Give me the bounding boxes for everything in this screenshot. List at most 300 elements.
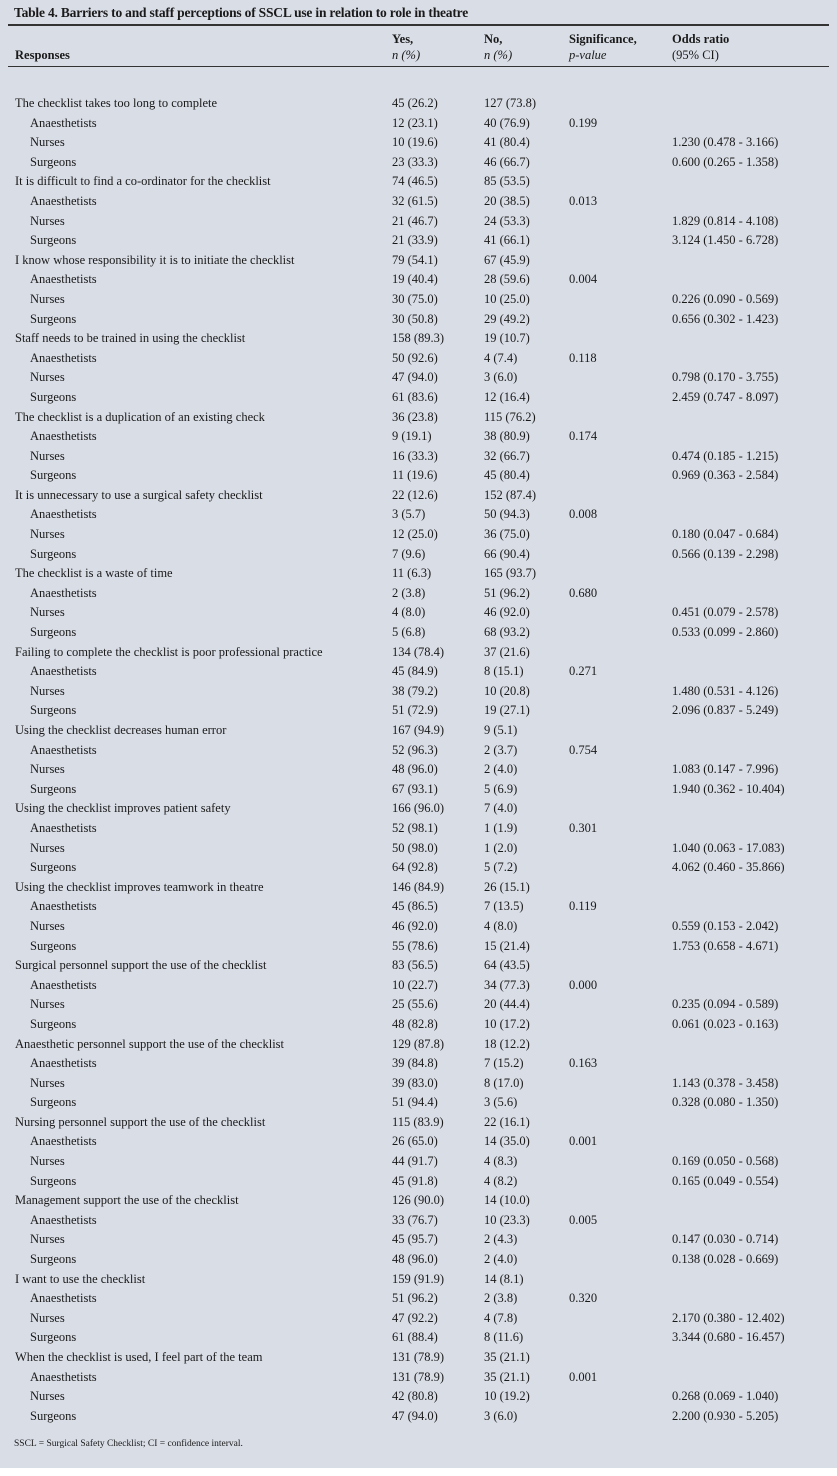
no-cell: 26 (15.1) bbox=[484, 879, 530, 894]
odds-ratio-cell: 0.566 (0.139 - 2.298) bbox=[672, 546, 779, 561]
yes-cell: 38 (79.2) bbox=[392, 683, 438, 698]
yes-cell: 11 (6.3) bbox=[392, 566, 432, 581]
role-label: Anaesthetists bbox=[30, 115, 97, 130]
role-label: Anaesthetists bbox=[30, 429, 97, 444]
role-label: Surgeons bbox=[30, 1330, 77, 1345]
table-row-role bbox=[0, 1328, 837, 1348]
header-rule bbox=[8, 66, 829, 67]
role-label: Surgeons bbox=[30, 938, 77, 953]
yes-cell: 61 (83.6) bbox=[392, 389, 438, 404]
role-label: Anaesthetists bbox=[30, 977, 97, 992]
odds-ratio-cell: 0.138 (0.028 - 0.669) bbox=[672, 1252, 779, 1267]
no-cell: 4 (8.3) bbox=[484, 1154, 518, 1169]
p-value-cell: 0.174 bbox=[569, 429, 598, 444]
role-label: Nurses bbox=[30, 997, 65, 1012]
header-significance: Significance, p-value bbox=[569, 32, 637, 62]
no-cell: 45 (80.4) bbox=[484, 468, 530, 483]
no-cell: 7 (15.2) bbox=[484, 1056, 524, 1071]
p-value-cell: 0.754 bbox=[569, 742, 598, 757]
yes-cell: 50 (98.0) bbox=[392, 840, 438, 855]
no-cell: 2 (4.0) bbox=[484, 1252, 518, 1267]
table-row-role bbox=[0, 995, 837, 1015]
role-label: Surgeons bbox=[30, 233, 77, 248]
question-label: I know whose responsibility it is to initiate the checklist bbox=[15, 252, 295, 267]
no-cell: 85 (53.5) bbox=[484, 174, 530, 189]
table-title: Table 4. Barriers to and staff perceptions of SSCL use in relation to role in theatre bbox=[14, 5, 468, 20]
role-label: Anaesthetists bbox=[30, 1212, 97, 1227]
odds-ratio-cell: 0.147 (0.030 - 0.714) bbox=[672, 1232, 779, 1247]
yes-cell: 23 (33.3) bbox=[392, 154, 438, 169]
table-row-role bbox=[0, 741, 837, 761]
no-cell: 10 (23.3) bbox=[484, 1212, 530, 1227]
yes-cell: 50 (92.6) bbox=[392, 350, 438, 365]
table-row-role bbox=[0, 1074, 837, 1094]
yes-cell: 146 (84.9) bbox=[392, 879, 445, 894]
yes-cell: 30 (50.8) bbox=[392, 311, 438, 326]
table-row-question bbox=[0, 251, 837, 271]
odds-ratio-cell: 2.096 (0.837 - 5.249) bbox=[672, 703, 779, 718]
no-cell: 15 (21.4) bbox=[484, 938, 530, 953]
table-row-role bbox=[0, 212, 837, 232]
odds-ratio-cell: 1.230 (0.478 - 3.166) bbox=[672, 135, 779, 150]
odds-ratio-cell: 1.940 (0.362 - 10.404) bbox=[672, 781, 785, 796]
role-label: Anaesthetists bbox=[30, 193, 97, 208]
odds-ratio-cell: 0.559 (0.153 - 2.042) bbox=[672, 918, 779, 933]
no-cell: 66 (90.4) bbox=[484, 546, 530, 561]
role-label: Anaesthetists bbox=[30, 272, 97, 287]
table-row-role bbox=[0, 368, 837, 388]
yes-cell: 51 (94.4) bbox=[392, 1095, 438, 1110]
yes-cell: 47 (94.0) bbox=[392, 1408, 438, 1423]
yes-cell: 48 (96.0) bbox=[392, 1252, 438, 1267]
no-cell: 2 (4.0) bbox=[484, 762, 518, 777]
odds-ratio-cell: 1.480 (0.531 - 4.126) bbox=[672, 683, 779, 698]
no-cell: 10 (20.8) bbox=[484, 683, 530, 698]
role-label: Surgeons bbox=[30, 1252, 77, 1267]
no-cell: 41 (80.4) bbox=[484, 135, 530, 150]
role-label: Nurses bbox=[30, 370, 65, 385]
yes-cell: 39 (84.8) bbox=[392, 1056, 438, 1071]
no-cell: 115 (76.2) bbox=[484, 409, 536, 424]
p-value-cell: 0.013 bbox=[569, 193, 598, 208]
role-label: Nurses bbox=[30, 1389, 65, 1404]
yes-cell: 7 (9.6) bbox=[392, 546, 426, 561]
yes-cell: 51 (96.2) bbox=[392, 1291, 438, 1306]
header-odds-ratio: Odds ratio (95% CI) bbox=[672, 32, 730, 62]
p-value-cell: 0.163 bbox=[569, 1056, 598, 1071]
yes-cell: 16 (33.3) bbox=[392, 448, 438, 463]
no-cell: 28 (59.6) bbox=[484, 272, 530, 287]
table-row-role bbox=[0, 1211, 837, 1231]
p-value-cell: 0.001 bbox=[569, 1134, 598, 1149]
no-cell: 67 (45.9) bbox=[484, 252, 530, 267]
role-label: Anaesthetists bbox=[30, 1056, 97, 1071]
table-row-role bbox=[0, 1368, 837, 1388]
no-cell: 64 (43.5) bbox=[484, 958, 530, 973]
footnote: SSCL = Surgical Safety Checklist; CI = confidence interval. bbox=[14, 1439, 243, 1449]
table-row-question bbox=[0, 1348, 837, 1368]
yes-cell: 45 (91.8) bbox=[392, 1173, 438, 1188]
odds-ratio-cell: 0.656 (0.302 - 1.423) bbox=[672, 311, 779, 326]
table-row-question bbox=[0, 643, 837, 663]
no-cell: 5 (6.9) bbox=[484, 781, 518, 796]
no-cell: 37 (21.6) bbox=[484, 644, 530, 659]
odds-ratio-cell: 2.459 (0.747 - 8.097) bbox=[672, 389, 779, 404]
role-label: Surgeons bbox=[30, 625, 77, 640]
yes-cell: 126 (90.0) bbox=[392, 1193, 445, 1208]
question-label: Using the checklist improves teamwork in theatre bbox=[15, 879, 264, 894]
yes-cell: 158 (89.3) bbox=[392, 331, 445, 346]
role-label: Anaesthetists bbox=[30, 1134, 97, 1149]
no-cell: 10 (19.2) bbox=[484, 1389, 530, 1404]
odds-ratio-cell: 3.344 (0.680 - 16.457) bbox=[672, 1330, 785, 1345]
yes-cell: 39 (83.0) bbox=[392, 1075, 438, 1090]
yes-cell: 10 (19.6) bbox=[392, 135, 438, 150]
no-cell: 20 (44.4) bbox=[484, 997, 530, 1012]
table-row-role bbox=[0, 1093, 837, 1113]
no-cell: 22 (16.1) bbox=[484, 1114, 530, 1129]
role-label: Nurses bbox=[30, 448, 65, 463]
role-label: Surgeons bbox=[30, 703, 77, 718]
table-row-role bbox=[0, 780, 837, 800]
p-value-cell: 0.320 bbox=[569, 1291, 598, 1306]
p-value-cell: 0.680 bbox=[569, 585, 598, 600]
table-row-role bbox=[0, 1152, 837, 1172]
yes-cell: 131 (78.9) bbox=[392, 1369, 445, 1384]
no-cell: 8 (15.1) bbox=[484, 664, 524, 679]
table-row-role bbox=[0, 133, 837, 153]
yes-cell: 52 (96.3) bbox=[392, 742, 438, 757]
role-label: Nurses bbox=[30, 1310, 65, 1325]
p-value-cell: 0.118 bbox=[569, 350, 597, 365]
odds-ratio-cell: 0.169 (0.050 - 0.568) bbox=[672, 1154, 779, 1169]
role-label: Nurses bbox=[30, 213, 65, 228]
yes-cell: 42 (80.8) bbox=[392, 1389, 438, 1404]
role-label: Nurses bbox=[30, 135, 65, 150]
yes-cell: 52 (98.1) bbox=[392, 820, 438, 835]
role-label: Surgeons bbox=[30, 154, 77, 169]
odds-ratio-cell: 0.268 (0.069 - 1.040) bbox=[672, 1389, 779, 1404]
p-value-cell: 0.004 bbox=[569, 272, 598, 287]
header-no: No, n (%) bbox=[484, 32, 513, 62]
table-row-role bbox=[0, 623, 837, 643]
no-cell: 4 (8.0) bbox=[484, 918, 518, 933]
table-row-role bbox=[0, 1289, 837, 1309]
table-row-role bbox=[0, 839, 837, 859]
yes-cell: 47 (94.0) bbox=[392, 370, 438, 385]
yes-cell: 12 (25.0) bbox=[392, 527, 438, 542]
role-label: Anaesthetists bbox=[30, 664, 97, 679]
yes-cell: 32 (61.5) bbox=[392, 193, 438, 208]
table-row-role bbox=[0, 388, 837, 408]
odds-ratio-cell: 2.200 (0.930 - 5.205) bbox=[672, 1408, 779, 1423]
role-label: Nurses bbox=[30, 605, 65, 620]
no-cell: 7 (13.5) bbox=[484, 899, 524, 914]
odds-ratio-cell: 0.533 (0.099 - 2.860) bbox=[672, 625, 779, 640]
p-value-cell: 0.001 bbox=[569, 1369, 598, 1384]
table-row-role bbox=[0, 427, 837, 447]
no-cell: 1 (2.0) bbox=[484, 840, 518, 855]
yes-cell: 11 (19.6) bbox=[392, 468, 438, 483]
table-row-role bbox=[0, 290, 837, 310]
yes-cell: 115 (83.9) bbox=[392, 1114, 444, 1129]
table-row-role bbox=[0, 525, 837, 545]
no-cell: 165 (93.7) bbox=[484, 566, 537, 581]
odds-ratio-cell: 0.600 (0.265 - 1.358) bbox=[672, 154, 779, 169]
p-value-cell: 0.005 bbox=[569, 1212, 598, 1227]
question-label: The checklist is a duplication of an existing check bbox=[15, 409, 265, 424]
no-cell: 14 (8.1) bbox=[484, 1271, 524, 1286]
no-cell: 8 (11.6) bbox=[484, 1330, 524, 1345]
yes-cell: 45 (84.9) bbox=[392, 664, 438, 679]
role-label: Anaesthetists bbox=[30, 742, 97, 757]
question-label: Using the checklist improves patient safety bbox=[15, 801, 231, 816]
table-row-role bbox=[0, 760, 837, 780]
no-cell: 2 (3.7) bbox=[484, 742, 518, 757]
odds-ratio-cell: 1.143 (0.378 - 3.458) bbox=[672, 1075, 779, 1090]
yes-cell: 129 (87.8) bbox=[392, 1036, 445, 1051]
no-cell: 38 (80.9) bbox=[484, 429, 530, 444]
table-row-question bbox=[0, 1035, 837, 1055]
no-cell: 51 (96.2) bbox=[484, 585, 530, 600]
question-label: I want to use the checklist bbox=[15, 1271, 146, 1286]
odds-ratio-cell: 2.170 (0.380 - 12.402) bbox=[672, 1310, 785, 1325]
yes-cell: 33 (76.7) bbox=[392, 1212, 438, 1227]
role-label: Nurses bbox=[30, 291, 65, 306]
role-label: Surgeons bbox=[30, 1016, 77, 1031]
table-row-role bbox=[0, 1132, 837, 1152]
table-row-role bbox=[0, 682, 837, 702]
yes-cell: 48 (96.0) bbox=[392, 762, 438, 777]
table-row-role bbox=[0, 270, 837, 290]
question-label: Management support the use of the checklist bbox=[15, 1193, 239, 1208]
yes-cell: 21 (33.9) bbox=[392, 233, 438, 248]
yes-cell: 12 (23.1) bbox=[392, 115, 438, 130]
yes-cell: 36 (23.8) bbox=[392, 409, 438, 424]
odds-ratio-cell: 4.062 (0.460 - 35.866) bbox=[672, 860, 785, 875]
role-label: Surgeons bbox=[30, 1095, 77, 1110]
table-row-role bbox=[0, 584, 837, 604]
no-cell: 35 (21.1) bbox=[484, 1350, 530, 1364]
odds-ratio-cell: 0.451 (0.079 - 2.578) bbox=[672, 605, 779, 620]
no-cell: 36 (75.0) bbox=[484, 527, 530, 542]
table-row-role bbox=[0, 447, 837, 467]
yes-cell: 21 (46.7) bbox=[392, 213, 438, 228]
role-label: Nurses bbox=[30, 527, 65, 542]
no-cell: 127 (73.8) bbox=[484, 96, 537, 110]
yes-cell: 64 (92.8) bbox=[392, 860, 438, 875]
no-cell: 3 (6.0) bbox=[484, 370, 518, 385]
no-cell: 29 (49.2) bbox=[484, 311, 530, 326]
table-row-role bbox=[0, 1172, 837, 1192]
odds-ratio-cell: 0.165 (0.049 - 0.554) bbox=[672, 1173, 779, 1188]
no-cell: 14 (35.0) bbox=[484, 1134, 530, 1149]
role-label: Surgeons bbox=[30, 311, 77, 326]
table-row-question bbox=[0, 878, 837, 898]
odds-ratio-cell: 0.226 (0.090 - 0.569) bbox=[672, 291, 779, 306]
no-cell: 5 (7.2) bbox=[484, 860, 518, 875]
table-row-question bbox=[0, 172, 837, 192]
yes-cell: 5 (6.8) bbox=[392, 625, 426, 640]
odds-ratio-cell: 1.829 (0.814 - 4.108) bbox=[672, 213, 779, 228]
question-label: When the checklist is used, I feel part of the team bbox=[15, 1350, 263, 1364]
yes-cell: 25 (55.6) bbox=[392, 997, 438, 1012]
p-value-cell: 0.199 bbox=[569, 115, 598, 130]
role-label: Surgeons bbox=[30, 546, 77, 561]
yes-cell: 48 (82.8) bbox=[392, 1016, 438, 1031]
yes-cell: 159 (91.9) bbox=[392, 1271, 445, 1286]
yes-cell: 45 (26.2) bbox=[392, 96, 438, 110]
table-row-question bbox=[0, 408, 837, 428]
no-cell: 20 (38.5) bbox=[484, 193, 530, 208]
table-row-question bbox=[0, 721, 837, 741]
table-row-role bbox=[0, 1054, 837, 1074]
role-label: Nurses bbox=[30, 1075, 65, 1090]
odds-ratio-cell: 3.124 (1.450 - 6.728) bbox=[672, 233, 779, 248]
table-row-role bbox=[0, 1015, 837, 1035]
odds-ratio-cell: 1.753 (0.658 - 4.671) bbox=[672, 938, 779, 953]
role-label: Anaesthetists bbox=[30, 507, 97, 522]
question-label: It is difficult to find a co-ordinator for the checklist bbox=[15, 174, 271, 189]
table-row-role bbox=[0, 1407, 837, 1427]
yes-cell: 44 (91.7) bbox=[392, 1154, 438, 1169]
no-cell: 4 (7.4) bbox=[484, 350, 518, 365]
yes-cell: 10 (22.7) bbox=[392, 977, 438, 992]
no-cell: 7 (4.0) bbox=[484, 801, 518, 816]
table-row-question bbox=[0, 564, 837, 584]
table-row-role bbox=[0, 466, 837, 486]
question-label: Nursing personnel support the use of the checklist bbox=[15, 1114, 266, 1129]
role-label: Surgeons bbox=[30, 1408, 77, 1423]
table-row-question bbox=[0, 1113, 837, 1133]
table-row-role bbox=[0, 114, 837, 134]
yes-cell: 45 (95.7) bbox=[392, 1232, 438, 1247]
no-cell: 32 (66.7) bbox=[484, 448, 530, 463]
yes-cell: 131 (78.9) bbox=[392, 1350, 445, 1364]
no-cell: 19 (27.1) bbox=[484, 703, 530, 718]
table-row-role bbox=[0, 1387, 837, 1407]
role-label: Anaesthetists bbox=[30, 1369, 97, 1384]
question-label: The checklist is a waste of time bbox=[15, 566, 173, 581]
yes-cell: 67 (93.1) bbox=[392, 781, 438, 796]
odds-ratio-cell: 0.328 (0.080 - 1.350) bbox=[672, 1095, 779, 1110]
yes-cell: 134 (78.4) bbox=[392, 644, 445, 659]
table-row-role bbox=[0, 1230, 837, 1250]
no-cell: 2 (3.8) bbox=[484, 1291, 518, 1306]
no-cell: 50 (94.3) bbox=[484, 507, 530, 522]
header-responses: Responses bbox=[15, 48, 70, 62]
no-cell: 24 (53.3) bbox=[484, 213, 530, 228]
question-label: Staff needs to be trained in using the checklist bbox=[15, 331, 246, 346]
role-label: Anaesthetists bbox=[30, 820, 97, 835]
no-cell: 41 (66.1) bbox=[484, 233, 530, 248]
table-row-role bbox=[0, 349, 837, 369]
yes-cell: 167 (94.9) bbox=[392, 723, 445, 737]
role-label: Anaesthetists bbox=[30, 585, 97, 600]
yes-cell: 45 (86.5) bbox=[392, 899, 438, 914]
odds-ratio-cell: 1.083 (0.147 - 7.996) bbox=[672, 762, 779, 777]
table-row-role bbox=[0, 662, 837, 682]
p-value-cell: 0.301 bbox=[569, 820, 598, 835]
table-row-question bbox=[0, 94, 837, 114]
role-label: Surgeons bbox=[30, 781, 77, 796]
table-row-role bbox=[0, 858, 837, 878]
question-label: The checklist takes too long to complete bbox=[15, 96, 218, 110]
top-rule bbox=[8, 24, 829, 26]
no-cell: 10 (17.2) bbox=[484, 1016, 530, 1031]
table-row-role bbox=[0, 1250, 837, 1270]
yes-cell: 55 (78.6) bbox=[392, 938, 438, 953]
no-cell: 14 (10.0) bbox=[484, 1193, 530, 1208]
yes-cell: 3 (5.7) bbox=[392, 507, 426, 522]
odds-ratio-cell: 0.474 (0.185 - 1.215) bbox=[672, 448, 779, 463]
table-body bbox=[0, 94, 837, 1426]
table-row-role bbox=[0, 819, 837, 839]
table-row-role bbox=[0, 310, 837, 330]
yes-cell: 22 (12.6) bbox=[392, 487, 438, 502]
table-row-role bbox=[0, 701, 837, 721]
question-label: Surgical personnel support the use of the checklist bbox=[15, 958, 267, 973]
no-cell: 4 (7.8) bbox=[484, 1310, 518, 1325]
no-cell: 18 (12.2) bbox=[484, 1036, 530, 1051]
p-value-cell: 0.008 bbox=[569, 507, 598, 522]
table-row-role bbox=[0, 192, 837, 212]
table-row-question bbox=[0, 956, 837, 976]
role-label: Anaesthetists bbox=[30, 350, 97, 365]
question-label: Using the checklist decreases human error bbox=[15, 723, 227, 737]
yes-cell: 19 (40.4) bbox=[392, 272, 438, 287]
no-cell: 3 (6.0) bbox=[484, 1408, 518, 1423]
yes-cell: 61 (88.4) bbox=[392, 1330, 438, 1345]
yes-cell: 46 (92.0) bbox=[392, 918, 438, 933]
question-label: Anaesthetic personnel support the use of the checklist bbox=[15, 1036, 285, 1051]
role-label: Anaesthetists bbox=[30, 899, 97, 914]
no-cell: 12 (16.4) bbox=[484, 389, 530, 404]
table-row-role bbox=[0, 937, 837, 957]
yes-cell: 26 (65.0) bbox=[392, 1134, 438, 1149]
table-row-role bbox=[0, 231, 837, 251]
table-row-role bbox=[0, 153, 837, 173]
role-label: Nurses bbox=[30, 840, 65, 855]
odds-ratio-cell: 0.061 (0.023 - 0.163) bbox=[672, 1016, 779, 1031]
yes-cell: 9 (19.1) bbox=[392, 429, 432, 444]
no-cell: 40 (76.9) bbox=[484, 115, 530, 130]
odds-ratio-cell: 0.235 (0.094 - 0.589) bbox=[672, 997, 779, 1012]
odds-ratio-cell: 1.040 (0.063 - 17.083) bbox=[672, 840, 785, 855]
table-row-question bbox=[0, 486, 837, 506]
table-row-question bbox=[0, 329, 837, 349]
odds-ratio-cell: 0.180 (0.047 - 0.684) bbox=[672, 527, 779, 542]
table-row-role bbox=[0, 976, 837, 996]
yes-cell: 79 (54.1) bbox=[392, 252, 438, 267]
role-label: Nurses bbox=[30, 1154, 65, 1169]
yes-cell: 166 (96.0) bbox=[392, 801, 445, 816]
no-cell: 4 (8.2) bbox=[484, 1173, 518, 1188]
table-row-question bbox=[0, 1270, 837, 1290]
role-label: Nurses bbox=[30, 762, 65, 777]
yes-cell: 83 (56.5) bbox=[392, 958, 438, 973]
table-row-role bbox=[0, 917, 837, 937]
role-label: Anaesthetists bbox=[30, 1291, 97, 1306]
yes-cell: 74 (46.5) bbox=[392, 174, 438, 189]
role-label: Surgeons bbox=[30, 468, 77, 483]
table-row-role bbox=[0, 1309, 837, 1329]
table-row-role bbox=[0, 505, 837, 525]
table-row-role bbox=[0, 897, 837, 917]
role-label: Nurses bbox=[30, 918, 65, 933]
no-cell: 1 (1.9) bbox=[484, 820, 518, 835]
yes-cell: 4 (8.0) bbox=[392, 605, 426, 620]
